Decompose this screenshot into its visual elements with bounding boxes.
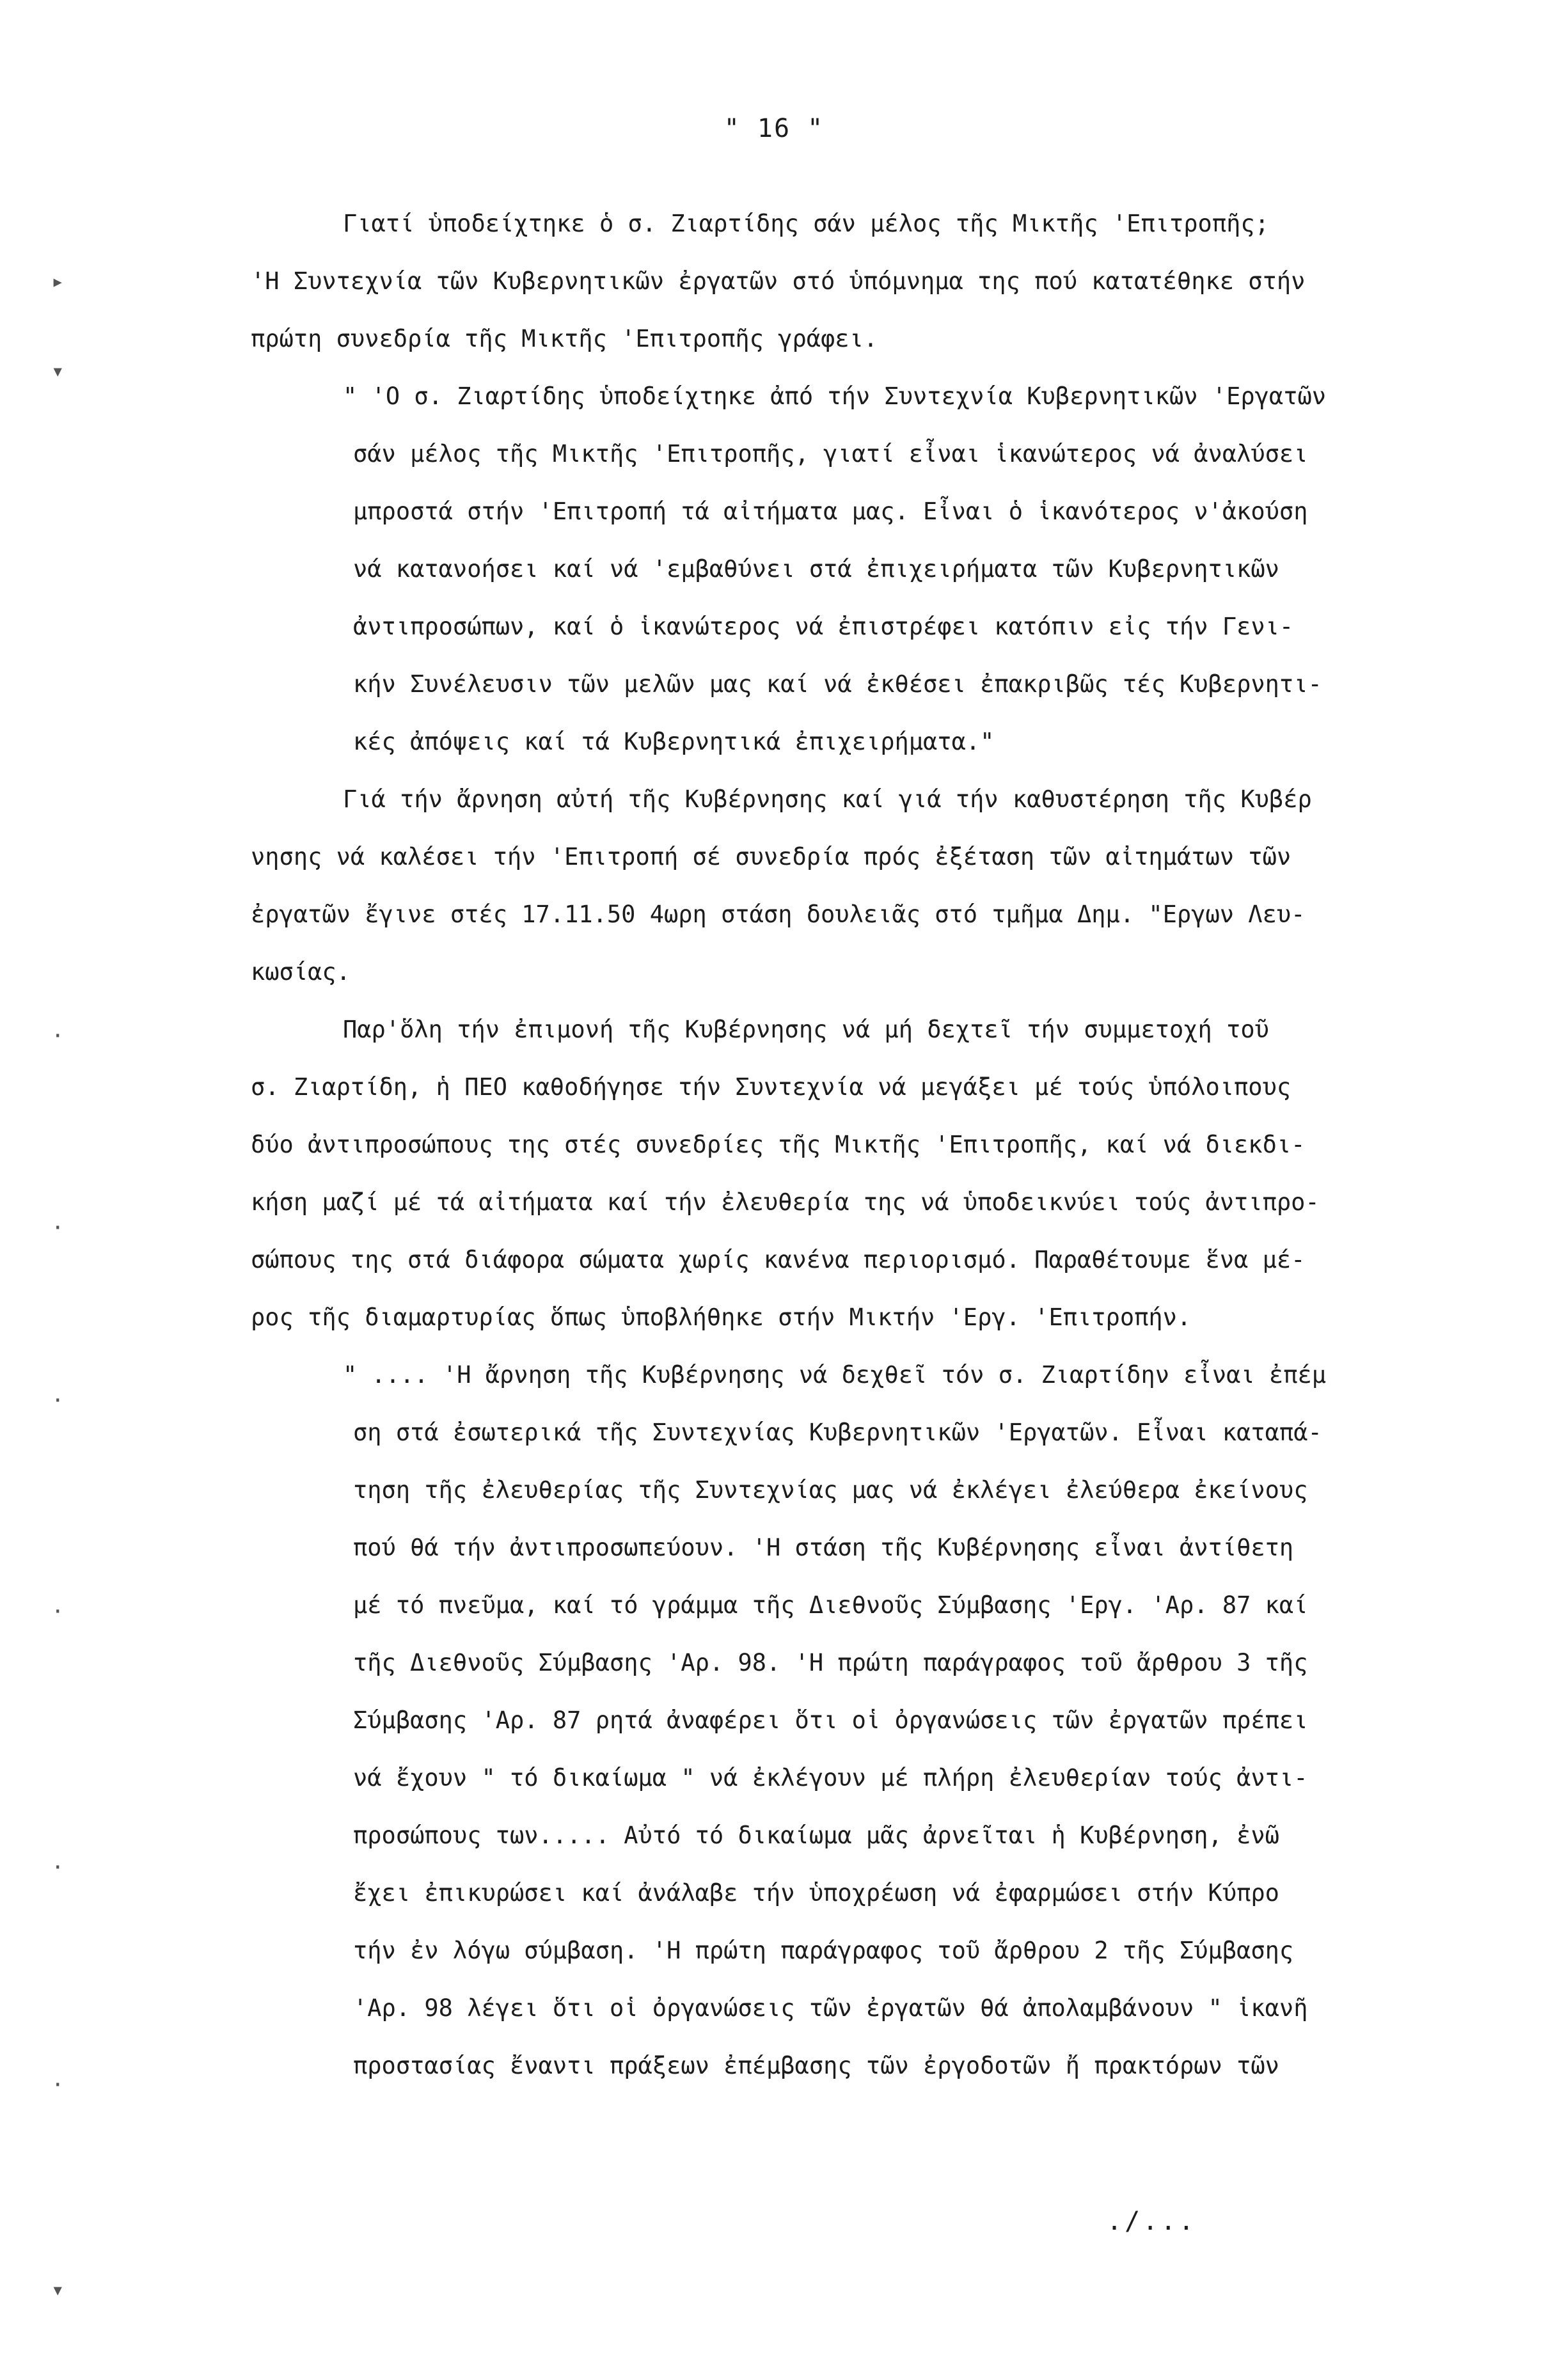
margin-mark: ·	[51, 1388, 65, 1414]
text-line: Γιατί ὑποδείχτηκε ὁ σ. Ζιαρτίδης σάν μέλος τῆς Μικτῆς 'Επιτροπῆς;	[343, 210, 1269, 237]
margin-mark: ·	[51, 1855, 65, 1880]
text-line: ση στά ἐσωτερικά τῆς Συντεχνίας Κυβερνητικῶν 'Εργατῶν. Εἶναι καταπά-	[353, 1419, 1322, 1446]
text-line: " .... 'Η ἄρνηση τῆς Κυβέρνησης νά δεχθεῖ τόν σ. Ζιαρτίδην εἶναι ἐπέμ	[343, 1361, 1327, 1389]
text-line: προστασίας ἔναντι πράξεων ἐπέμβασης τῶν ἐργοδοτῶν ἤ πρακτόρων τῶν	[353, 2052, 1279, 2079]
text-line: κήν Συνέλευσιν τῶν μελῶν μας καί νά ἐκθέσει ἐπακριβῶς τές Κυβερνητι-	[353, 670, 1322, 698]
margin-mark: ·	[51, 1023, 65, 1049]
text-line: Γιά τήν ἄρνηση αὐτή τῆς Κυβέρνησης καί γιά τήν καθυστέρηση τῆς Κυβέρ	[343, 785, 1312, 813]
text-line: νά κατανοήσει καί νά 'εμβαθύνει στά ἐπιχειρήματα τῶν Κυβερνητικῶν	[353, 555, 1279, 583]
margin-mark: ▸	[51, 269, 65, 294]
text-line: Παρ'ὅλη τήν ἐπιμονή τῆς Κυβέρνησης νά μή δεχτεῖ τήν συμμετοχή τοῦ	[343, 1016, 1269, 1043]
text-line: νά ἔχουν " τό δικαίωμα " νά ἐκλέγουν μέ πλήρη ἐλευθερίαν τούς ἀντι-	[353, 1764, 1308, 1792]
text-line: κήση μαζί μέ τά αἰτήματα καί τήν ἐλευθερία της νά ὑποδεικνύει τούς ἀντιπρο-	[251, 1188, 1320, 1216]
margin-mark: ▾	[51, 2277, 65, 2303]
text-line: τῆς Διεθνοῦς Σύμβασης 'Αρ. 98. 'Η πρώτη παράγραφος τοῦ ἄρθρου 3 τῆς	[353, 1649, 1308, 1676]
margin-mark: ▾	[51, 358, 65, 384]
text-line: νησης νά καλέσει τήν 'Επιτροπή σέ συνεδρία πρός ἐξέταση τῶν αἰτημάτων τῶν	[251, 843, 1291, 871]
text-line: κές ἀπόψεις καί τά Κυβερνητικά ἐπιχειρήματα."	[353, 728, 995, 755]
page-number: " 16 "	[723, 114, 825, 143]
text-line: σώπους της στά διάφορα σώματα χωρίς κανένα περιορισμό. Παραθέτουμε ἕνα μέ-	[251, 1246, 1306, 1273]
margin-mark: ·	[51, 1215, 65, 1241]
text-line: τήν ἐν λόγω σύμβαση. 'Η πρώτη παράγραφος τοῦ ἄρθρου 2 τῆς Σύμβασης	[353, 1937, 1294, 1964]
margin-mark: ·	[51, 2072, 65, 2098]
text-line: σ. Ζιαρτίδη, ἡ ΠΕΟ καθοδήγησε τήν Συντεχνία νά μεγάξει μέ τούς ὑπόλοιπους	[251, 1073, 1291, 1101]
text-line: πρώτη συνεδρία τῆς Μικτῆς 'Επιτροπῆς γράφει.	[251, 325, 878, 352]
text-line: σάν μέλος τῆς Μικτῆς 'Επιτροπῆς, γιατί εἶναι ἱκανώτερος νά ἀναλύσει	[353, 440, 1308, 468]
text-line: κωσίας.	[251, 958, 351, 986]
text-line: 'Αρ. 98 λέγει ὅτι οἱ ὀργανώσεις τῶν ἐργατῶν θά ἀπολαμβάνουν " ἱκανῆ	[353, 1994, 1308, 2022]
text-line: " 'Ο σ. Ζιαρτίδης ὑποδείχτηκε ἀπό τήν Συντεχνία Κυβερνητικῶν 'Εργατῶν	[343, 382, 1327, 410]
text-line: ἔχει ἐπικυρώσει καί ἀνάλαβε τήν ὑποχρέωση νά ἐφαρμώσει στήν Κύπρο	[353, 1879, 1279, 1907]
text-line: δύο ἀντιπροσώπους της στές συνεδρίες τῆς Μικτῆς 'Επιτροπῆς, καί νά διεκδι-	[251, 1131, 1306, 1158]
text-line: προσώπους των..... Αὐτό τό δικαίωμα μᾶς ἀρνεῖται ἡ Κυβέρνηση, ἐνῶ	[353, 1822, 1279, 1849]
text-line: Σύμβασης 'Αρ. 87 ρητά ἀναφέρει ὅτι οἱ ὀργανώσεις τῶν ἐργατῶν πρέπει	[353, 1706, 1308, 1734]
text-line: μέ τό πνεῦμα, καί τό γράμμα τῆς Διεθνοῦς Σύμβασης 'Εργ. 'Αρ. 87 καί	[353, 1591, 1308, 1619]
text-line: ρος τῆς διαμαρτυρίας ὅπως ὑποβλήθηκε στήν Μικτήν 'Εργ. 'Επιτροπήν.	[251, 1304, 1192, 1331]
text-line: τηση τῆς ἐλευθερίας τῆς Συντεχνίας μας νά ἐκλέγει ἐλεύθερα ἐκείνους	[353, 1476, 1308, 1504]
text-line: ἐργατῶν ἔγινε στές 17.11.50 4ωρη στάση δουλειᾶς στό τμῆμα Δημ. "Εργων Λευ-	[251, 901, 1306, 928]
text-line: μπροστά στήν 'Επιτροπή τά αἰτήματα μας. Εἶναι ὁ ἱκανότερος ν'ἀκούση	[353, 498, 1308, 525]
continued-marker: ./...	[1107, 2207, 1197, 2236]
text-line: 'Η Συντεχνία τῶν Κυβερνητικῶν ἐργατῶν στό ὑπόμνημα της πού κατατέθηκε στήν	[251, 267, 1306, 295]
margin-mark: ·	[51, 1599, 65, 1625]
text-line: ἀντιπροσώπων, καί ὁ ἱκανώτερος νά ἐπιστρέφει κατόπιν εἰς τήν Γενι-	[353, 613, 1294, 640]
text-line: πού θά τήν ἀντιπροσωπεύουν. 'Η στάση τῆς Κυβέρνησης εἶναι ἀντίθετη	[353, 1534, 1294, 1561]
